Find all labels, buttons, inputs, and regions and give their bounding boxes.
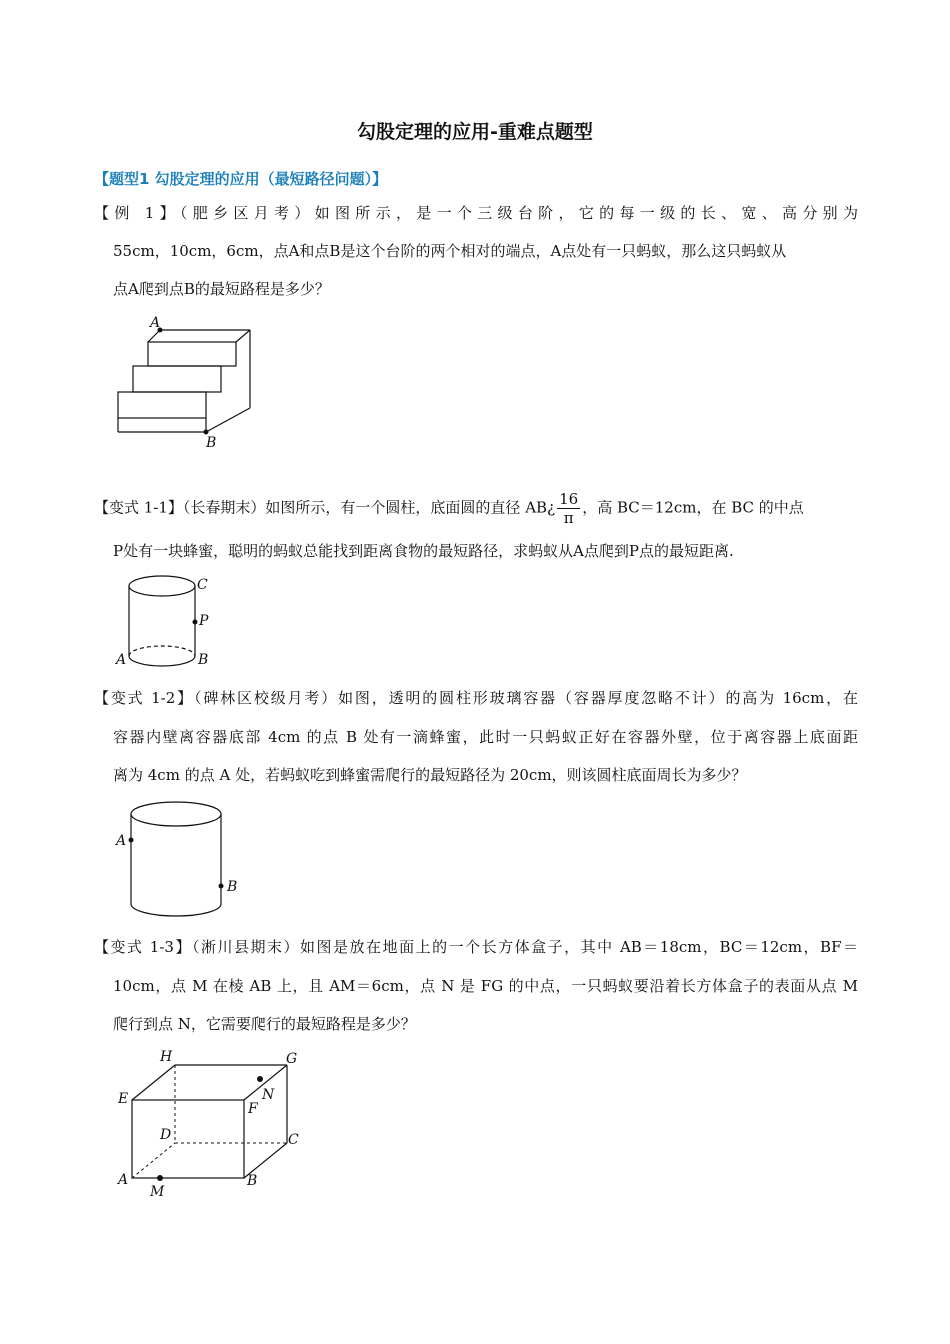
label-b: B (206, 435, 217, 451)
label-e: E (118, 1091, 129, 1107)
example1-line1: 【例 1】（肥乡区月考）如图所示，是一个三级台阶，它的每一级的长、宽、高分别为 (94, 204, 858, 222)
example1-line2: 55cm，10cm，6cm，点A和点B是这个台阶的两个相对的端点，A点处有一只蚂蚁，那么这只蚂蚁从 (113, 242, 787, 260)
stairs-figure (110, 312, 260, 452)
page-title: 勾股定理的应用-重难点题型 (357, 121, 593, 143)
variant12-line2: 容器内壁离容器底部 4cm 的点 B 处有一滴蜂蜜，此时一只蚂蚁正好在容器外壁，位于离容器上底面距 (113, 728, 858, 746)
label-a: A (116, 833, 127, 849)
variant11-line1 (94, 490, 804, 527)
label-a: A (116, 652, 127, 668)
label-b: B (247, 1173, 258, 1189)
label-b: B (227, 879, 238, 895)
fraction-numerator: 16 (559, 490, 579, 508)
label-p: P (199, 613, 209, 629)
variant12-line3: 离为 4cm 的点 A 处，若蚂蚁吃到蜂蜜需爬行的最短路径为 20cm，则该圆柱底面周长为多少？ (113, 766, 747, 784)
fraction-denominator: π (563, 509, 574, 527)
point-m-dot (157, 1175, 163, 1181)
point-b-dot (219, 884, 224, 889)
label-h: H (160, 1049, 173, 1065)
point-a-dot (129, 838, 134, 843)
cylinder-figure-2 (110, 798, 250, 923)
label-f: F (248, 1101, 258, 1117)
point-p-dot (193, 620, 198, 625)
variant13-line1: 【变式 1-3】（淅川县期末）如图是放在地面上的一个长方体盒子，其中 AB＝18cm，BC＝12cm，BF＝ (94, 938, 858, 956)
label-c: C (197, 577, 208, 593)
point-b-dot (204, 430, 209, 435)
box-figure (110, 1045, 310, 1200)
label-m: M (150, 1184, 165, 1200)
label-c: C (288, 1132, 299, 1148)
label-d: D (160, 1127, 172, 1143)
label-a: A (118, 1172, 129, 1188)
variant11-text-pre: 【变式 1-1】（长春期末）如图所示，有一个圆柱，底面圆的直径 AB¿ (94, 498, 556, 517)
cylinder-figure-1 (110, 572, 220, 672)
variant13-line3: 爬行到点 N，它需要爬行的最短路程是多少？ (113, 1015, 416, 1033)
variant12-line1: 【变式 1-2】（碑林区校级月考）如图，透明的圆柱形玻璃容器（容器厚度忽略不计）的高为 16cm，在 (94, 689, 858, 707)
label-b: B (198, 652, 209, 668)
fraction (557, 490, 580, 527)
variant13-line2: 10cm，点 M 在棱 AB 上，且 AM＝6cm，点 N 是 FG 的中点，一只蚂蚁要沿着长方体盒子的表面从点 M (113, 977, 858, 995)
point-n-dot (257, 1076, 263, 1082)
label-n: N (262, 1087, 275, 1103)
example1-line3: 点A爬到点B的最短路程是多少？ (113, 280, 330, 298)
variant11-line2: P处有一块蜂蜜，聪明的蚂蚁总能找到距离食物的最短路径，求蚂蚁从A点爬到P点的最短距离. (113, 542, 734, 560)
label-a: A (150, 315, 161, 331)
section-heading: 【题型1 勾股定理的应用（最短路径问题）】 (94, 170, 388, 188)
variant11-text-post: ，高 BC＝12cm，在 BC 的中点 (582, 498, 804, 517)
label-g: G (286, 1051, 298, 1067)
